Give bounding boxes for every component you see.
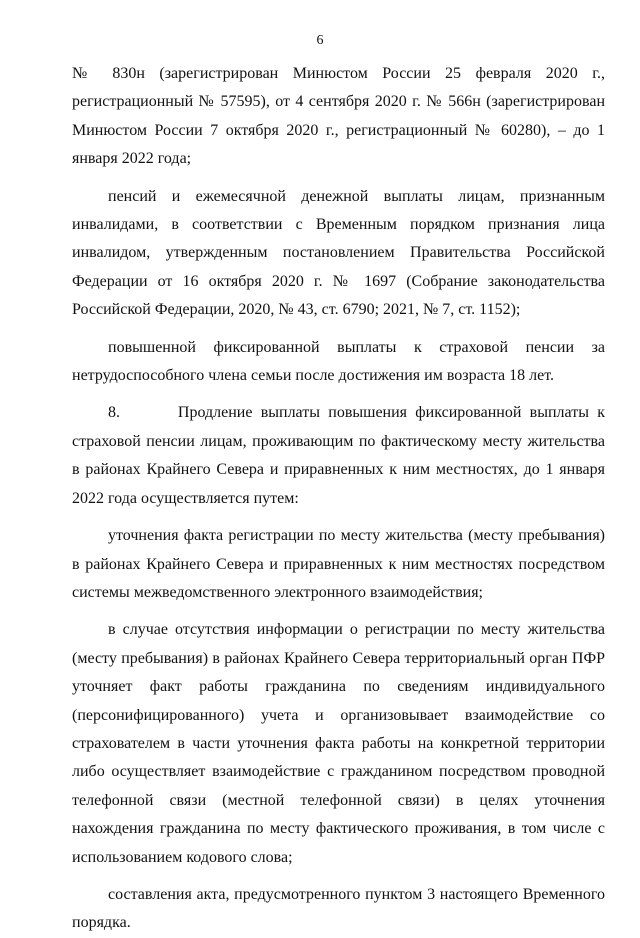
paragraph-act: составления акта, предусмотренного пунктом 3 настоящего Временного порядка. [72,885,605,932]
paragraph-registration-check: уточнения факта регистрации по месту жительства (месту пребывания) в районах Крайнего Севера и приравненных к ним местностях посредством системы межведомственного электронного взаимодействия; [72,527,605,601]
document-body [72,60,605,938]
page-number: 6 [316,33,324,48]
paragraph-pensions-disabled: пенсий и ежемесячной денежной выплаты лицам, признанным инвалидами, в соответствии с Временным порядком признания лица инвалидом, утвержденным постановлением Правительства Российской Федерации от 16 октября 2020 г. № 1697 (Собрание законодательства Российской Федерации, 2020, № 43, ст. 6790; 2021, № 7, ст. 1152); [72,187,605,319]
paragraph-increased-payment: повышенной фиксированной выплаты к страховой пенсии за нетрудоспособного члена семьи после достижения им возраста 18 лет. [72,338,605,385]
paragraph-no-registration-info: в случае отсутствия информации о регистрации по месту жительства (месту пребывания) в районах Крайнего Севера территориальный орган ПФР уточняет факт работы гражданина по сведениям индивидуального (персонифицированного) учета и организовывает взаимодействие со страхователем в части уточнения факта работы на конкретной территории либо осуществляет взаимодействие с гражданином посредством проводной телефонной связи (местной телефонной связи) в целях уточнения нахождения гражданина по месту фактического проживания, в том числе с использованием кодового слова; [72,621,605,866]
paragraph-item-8: 8. Продление выплаты повышения фиксированной выплаты к страховой пенсии лицам, проживающим по фактическому месту жительства в районах Крайнего Севера и приравненных к ним местностях, до 1 января 2022 года осуществляется путем: [72,404,605,507]
paragraph-continuation: № 830н (зарегистрирован Минюстом России 25 февраля 2020 г., регистрационный № 57595), от 4 сентября 2020 г. № 566н (зарегистрирован Минюстом России 7 октября 2020 г., регистрационный № 60280), – до 1 января 2022 года; [72,65,605,168]
